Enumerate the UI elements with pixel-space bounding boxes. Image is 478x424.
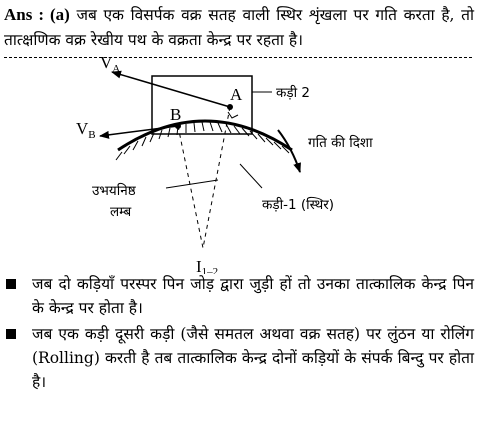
- label-direction-of-motion: गति की दिशा: [308, 135, 373, 151]
- label-point-a: A: [230, 85, 243, 104]
- direction-arrow: [278, 130, 300, 172]
- square-bullet-icon: [6, 279, 16, 289]
- label-va: $V_A$: [100, 53, 121, 75]
- label-common-normal-1: उभयनिष्ठ: [92, 183, 136, 199]
- label-link-2: कड़ी 2: [276, 85, 310, 101]
- answer-label: Ans : (a): [4, 5, 70, 24]
- leader-link1: [240, 164, 262, 188]
- leader-normal: [166, 180, 218, 188]
- instantaneous-center-diagram: [0, 52, 478, 274]
- velocity-a-arrow: [112, 72, 230, 107]
- bullet-item: [4, 322, 474, 394]
- label-instantaneous-centre: I1–2: [196, 257, 219, 274]
- label-common-normal-2: लम्ब: [110, 204, 132, 220]
- answer-text: जब एक विसर्पक वक्र सतह वाली स्थिर शृंखला पर गति करता है, तो तात्क्षणिक वक्र रेखीय पथ के वक्रता केन्द्र पर रहता है।: [4, 6, 474, 49]
- normal-line-b: [178, 126, 203, 248]
- bullet-list: [4, 272, 474, 396]
- answer-paragraph: [4, 2, 474, 53]
- label-link-1-fixed: कड़ी-1 (स्थिर): [262, 197, 334, 213]
- label-point-b: B: [170, 105, 182, 124]
- bullet-item: [4, 272, 474, 320]
- fixed-link-curve: [116, 121, 292, 160]
- bullet-text: जब एक कड़ी दूसरी कड़ी (जैसे समतल अथवा वक्र सतह) पर लुंठन या रोलिंग (Rolling) करती है तब तात्कालिक केन्द्र दोनों कड़ियों के संपर्क बिन्दु पर होता है।: [32, 325, 474, 391]
- bullet-text: जब दो कड़ियाँ परस्पर पिन जोड़ द्वारा जुड़ी हों तो उनका तात्कालिक केन्द्र पिन के केन्द्र पर होता है।: [32, 275, 474, 317]
- square-bullet-icon: [6, 329, 16, 339]
- normal-line-a: [203, 107, 230, 248]
- label-vb: $V_B$: [76, 119, 96, 141]
- right-angle-mark: [228, 112, 238, 118]
